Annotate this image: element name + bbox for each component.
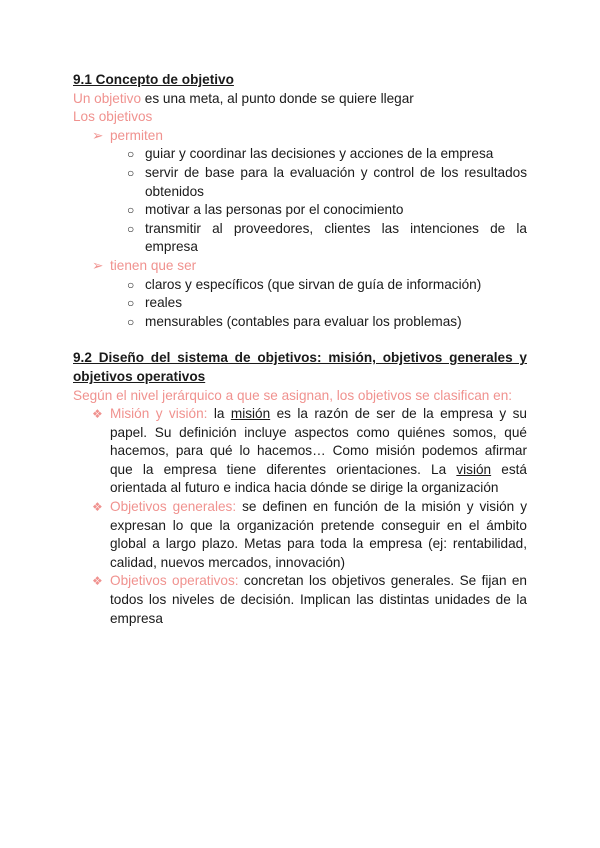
list-item-text: reales (145, 295, 183, 311)
list-niveles (73, 405, 527, 628)
circle-bullet-icon: ○ (127, 165, 135, 180)
definition-term: Un objetivo (73, 90, 142, 106)
item-term: Objetivos generales: (110, 499, 237, 515)
list-item-text: claros y específicos (que sirvan de guía de información) (145, 276, 482, 292)
list-item (73, 294, 527, 313)
item-text: concretan los objetivos generales. Se fijan en todos los niveles de decisión. Implican las distintas unidades de la empresa (110, 573, 527, 626)
group-permiten (73, 127, 527, 146)
circle-bullet-icon: ○ (127, 221, 135, 236)
item-text: la (207, 406, 231, 422)
list-item (73, 313, 527, 332)
list-item (73, 276, 527, 295)
item-term: Objetivos operativos: (110, 573, 239, 589)
list-item-objetivos-operativos (73, 572, 527, 628)
item-text: se definen en función de la misión y visión y expresan lo que la organización pretende conseguir en el ámbito global a largo plazo. Metas para toda la empresa (ej: rentabilidad, calidad, nuevos mercados, innovación) (110, 499, 527, 570)
subheading-los-objetivos: Los objetivos (73, 109, 153, 125)
list-tienen-que-ser (73, 276, 527, 332)
section-intro: Según el nivel jerárquico a que se asignan, los objetivos se clasifican en: (73, 387, 513, 403)
diamond-bullet-icon: ❖ (92, 500, 103, 515)
arrow-bullet-icon: ➢ (92, 127, 104, 143)
list-item-mision-vision (73, 405, 527, 498)
list-item-text: motivar a las personas por el conocimiento (145, 202, 404, 218)
item-text: es la razón de ser de la empresa y su papel. Su definición incluye aspectos como quiénes somos, qué hacemos, para qué lo hacemos… Como misión podemos afirmar que la empresa tiene diferentes orientaciones. La (110, 406, 527, 477)
section-spacer (73, 331, 527, 349)
definition-line (73, 90, 527, 109)
circle-bullet-icon: ○ (127, 314, 135, 329)
list-permiten (73, 145, 527, 257)
circle-bullet-icon: ○ (127, 203, 135, 218)
underlined-term-mision: misión (230, 406, 271, 422)
list-item-objetivos-generales (73, 498, 527, 572)
list-item (73, 164, 527, 201)
document-page (73, 71, 527, 628)
list-item-text: mensurables (contables para evaluar los problemas) (145, 313, 462, 329)
item-text: está orientada al futuro e indica hacia dónde se dirige la organización (110, 461, 527, 496)
underlined-term-vision: visión (456, 461, 492, 477)
list-item-text: servir de base para la evaluación y control de los resultados obtenidos (145, 164, 527, 199)
group-label: tienen que ser (110, 257, 197, 273)
list-item (73, 201, 527, 220)
circle-bullet-icon: ○ (127, 296, 135, 311)
list-item-text: guiar y coordinar las decisiones y acciones de la empresa (145, 146, 494, 162)
definition-text: es una meta, al punto donde se quiere llegar (141, 90, 414, 106)
group-label: permiten (110, 127, 163, 143)
group-tienen-que-ser (73, 257, 527, 276)
section-heading-diseno: 9.2 Diseño del sistema de objetivos: misión, objetivos generales y objetivos operativos (73, 350, 527, 384)
circle-bullet-icon: ○ (127, 277, 135, 292)
section-heading-concepto: 9.1 Concepto de objetivo (73, 72, 234, 87)
circle-bullet-icon: ○ (127, 147, 135, 162)
list-item (73, 220, 527, 257)
diamond-bullet-icon: ❖ (92, 574, 103, 589)
arrow-bullet-icon: ➢ (92, 257, 104, 273)
diamond-bullet-icon: ❖ (92, 407, 103, 422)
list-item (73, 145, 527, 164)
item-term: Misión y visión: (110, 406, 208, 422)
list-item-text: transmitir al proveedores, clientes las intenciones de la empresa (145, 220, 527, 255)
